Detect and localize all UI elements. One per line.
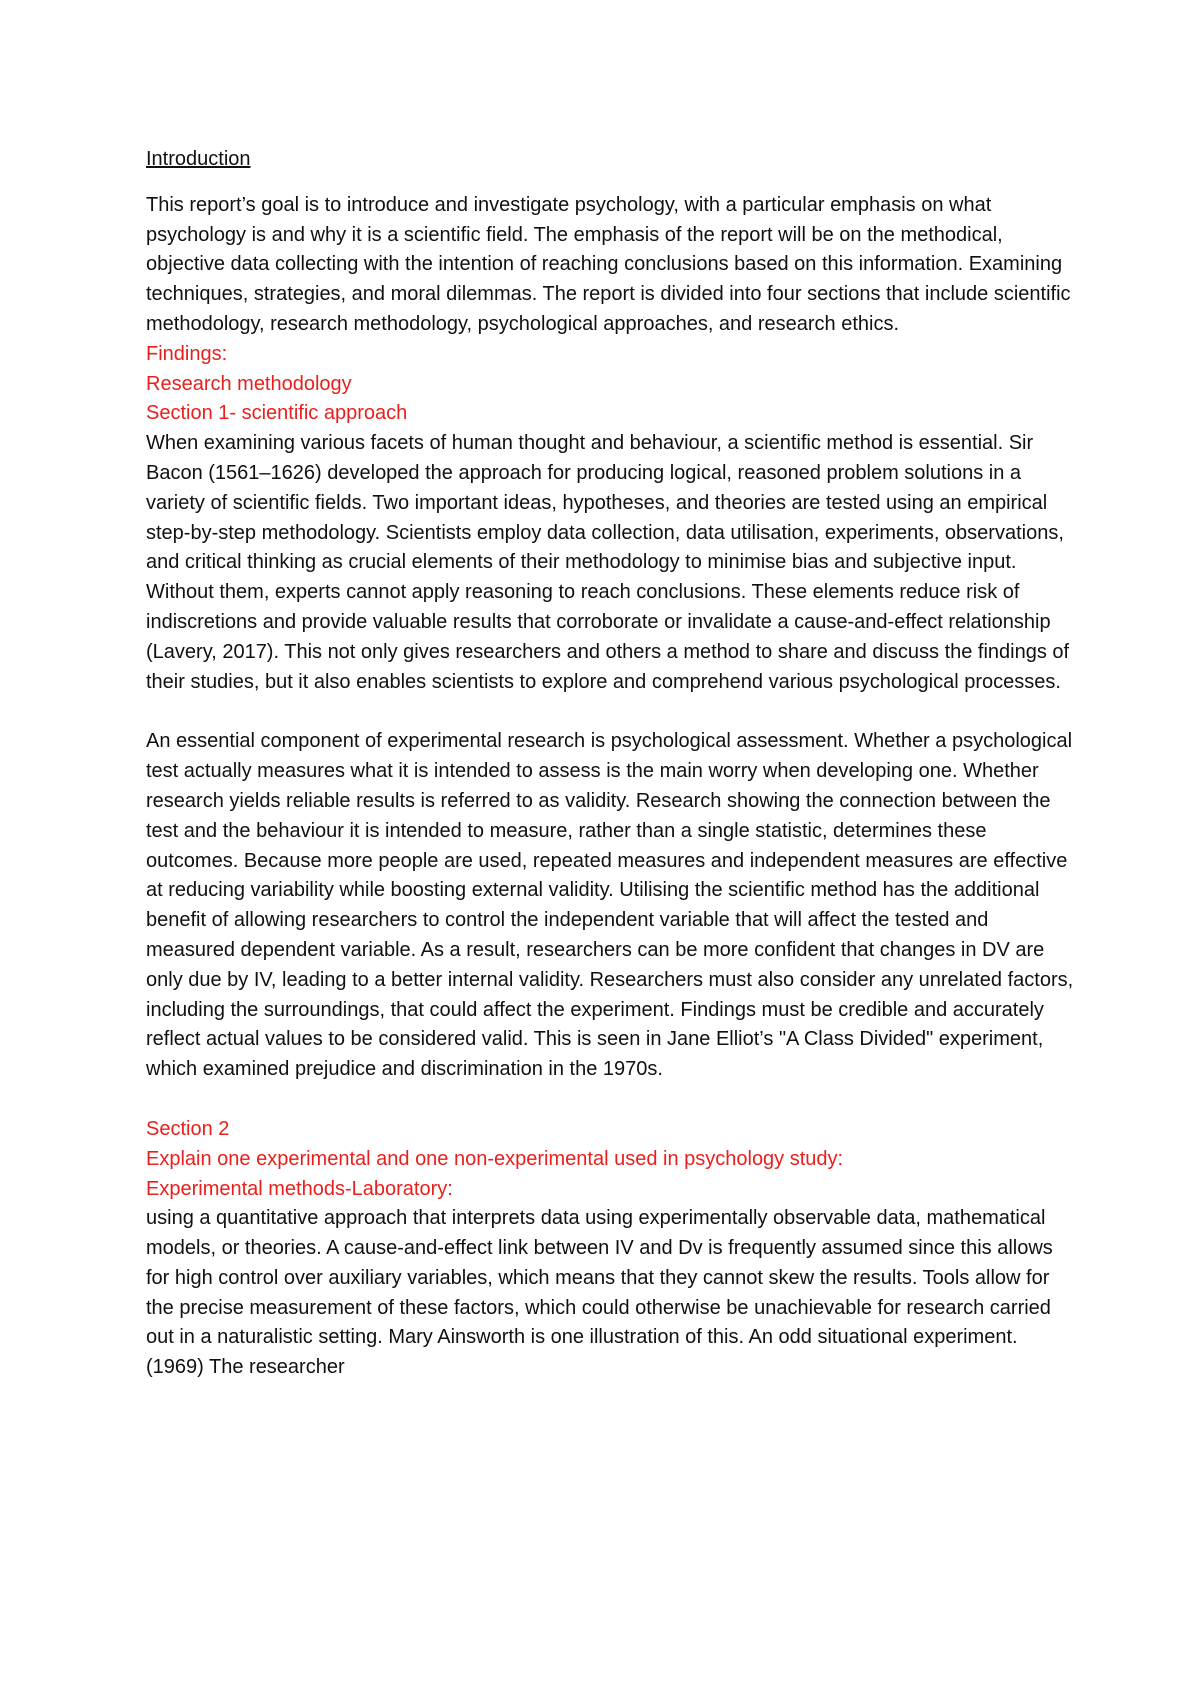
section2-heading: Section 2 [146, 1117, 230, 1140]
section1-paragraph-2: An essential component of experimental research is psychological assessment. Whether a psychological test actually measures what it is intended to assess is the main worry when developing one. Whether research yields reliable results is referred to as validity. Research showing the connection between the test and the behaviour it is intended to measure, rather than a single statistic, determines these outcomes. Because more people are used, repeated measures and independent measures are effective at reducing variability while boosting external validity. Utilising the scientific method has the additional benefit of allowing researchers to control the independent variable that will affect the tested and measured dependent variable. As a result, researchers can be more confident that changes in DV are only due by IV, leading to a better internal validity. Researchers must also consider any unrelated factors, including the surroundings, that could affect the experiment. Findings must be credible and accurately reflect actual values to be considered valid. This is seen in Jane Elliot’s "A Class Divided" experiment, which examined prejudice and discrimination in the 1970s. [146, 730, 1074, 1081]
section1-heading: Section 1- scientific approach [146, 402, 408, 425]
research-methodology-heading: Research methodology [146, 372, 352, 395]
introduction-paragraph: This report’s goal is to introduce and investigate psychology, with a particular emphasis on what psychology is and why it is a scientific field. The emphasis of the report will be on the methodical, objective data collecting with the intention of reaching conclusions based on this information. Examining techniques, strategies, and moral dilemmas. The report is divided into four sections that include scientific methodology, research methodology, psychological approaches, and research ethics. [146, 193, 1071, 335]
findings-heading: Findings: [146, 342, 228, 365]
section2-subheading: Explain one experimental and one non-experimental used in psychology study: [146, 1147, 844, 1170]
section1-paragraph-1: When examining various facets of human thought and behaviour, a scientific method is essential. Sir Bacon (1561–1626) developed the approach for producing logical, reasoned problem solutions in a variety of scientific fields. Two important ideas, hypotheses, and theories are tested using an empirical step-by-step methodology. Scientists employ data collection, data utilisation, experiments, observations, and critical thinking as crucial elements of their methodology to minimise bias and subjective input. Without them, experts cannot apply reasoning to reach conclusions. These elements reduce risk of indiscretions and provide valuable results that corroborate or invalidate a cause-and-effect relationship (Lavery, 2017). This not only gives researchers and others a method to share and discuss the findings of their studies, but it also enables scientists to explore and comprehend various psychological processes. [146, 432, 1070, 693]
document-body [146, 145, 1076, 1383]
experimental-methods-heading: Experimental methods-Laboratory: [146, 1177, 453, 1200]
section2-paragraph: using a quantitative approach that interprets data using experimentally observable data, mathematical models, or theories. A cause-and-effect link between IV and Dv is frequently assumed since this allows for high control over auxiliary variables, which means that they cannot skew the results. Tools allow for the precise measurement of these factors, which could otherwise be unachievable for research carried out in a naturalistic setting. Mary Ainsworth is one illustration of this. An odd situational experiment. (1969) The researcher [146, 1207, 1053, 1379]
introduction-heading: Introduction [146, 148, 251, 170]
